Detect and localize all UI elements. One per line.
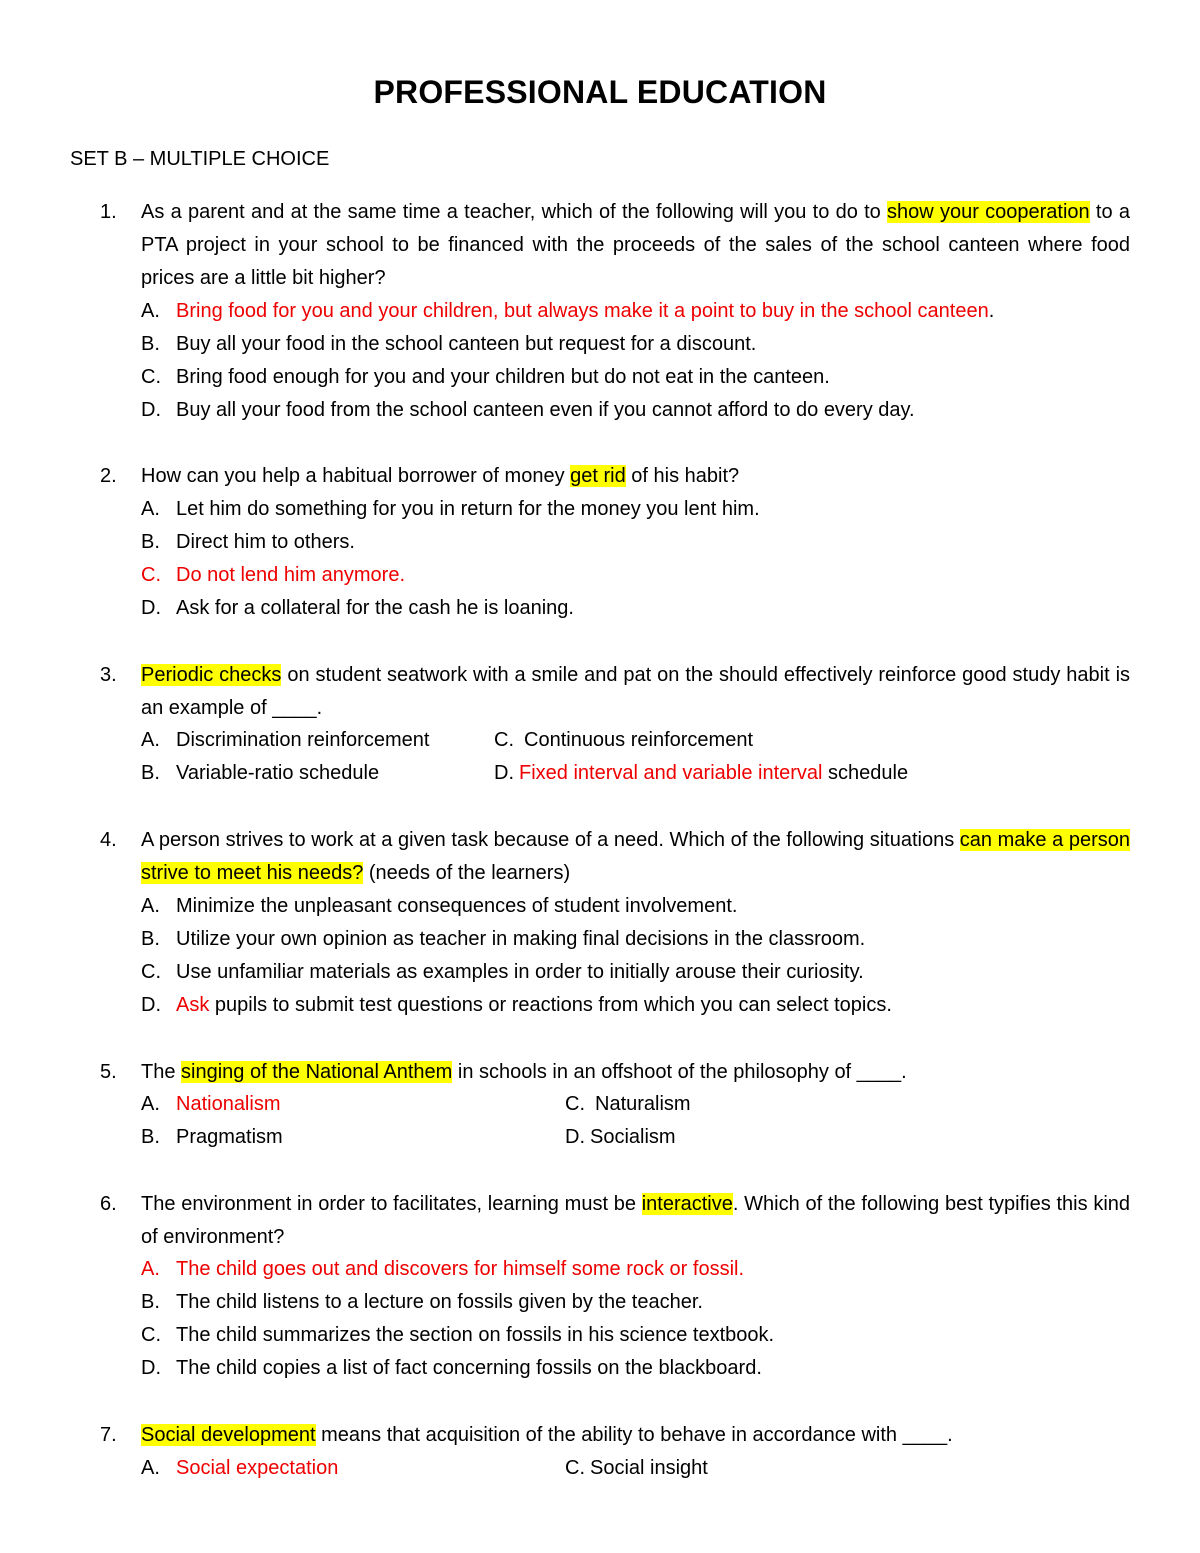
highlighted-phrase: singing of the National Anthem <box>181 1061 453 1083</box>
option-3d: D. Fixed interval and variable interval schedule <box>494 762 909 784</box>
option-1a: A. Bring food for you and your children, but always make it a point to buy in the school canteen. <box>141 300 995 322</box>
option-6a: A. The child goes out and discovers for himself some rock or fossil. <box>141 1258 745 1280</box>
option-7c: C. Social insight <box>565 1457 708 1479</box>
question-text: Periodic checks on student seatwork with a smile and pat on the should effectively reinforce good study habit is an example of ____. <box>141 664 1131 719</box>
correct-answer: Ask <box>176 994 210 1016</box>
highlighted-phrase: Periodic checks <box>141 664 282 686</box>
question-number: 5. <box>100 1061 117 1083</box>
highlighted-phrase: interactive <box>641 1193 733 1215</box>
option-3c: C. Continuous reinforcement <box>494 729 754 751</box>
question-text: As a parent and at the same time a teacher, which of the following will you to do to show your cooperation to a PTA project in your school to be financed with the proceeds of the sales of the school canteen where food prices are a little bit higher? <box>141 201 1130 289</box>
correct-answer: Fixed interval and variable interval <box>519 762 823 784</box>
option-4d: D. Ask pupils to submit test questions or reactions from which you can select topics. <box>141 994 892 1016</box>
question-number: 3. <box>100 664 117 686</box>
correct-answer: Nationalism <box>176 1093 281 1115</box>
correct-answer: The child goes out and discovers for himself some rock or fossil. <box>176 1258 745 1280</box>
correct-answer: Do not lend him anymore. <box>176 564 406 586</box>
option-1d: D. Buy all your food from the school canteen even if you cannot afford to do every day. <box>141 399 915 421</box>
highlighted-phrase: Social development <box>141 1424 316 1446</box>
option-6b: B. The child listens to a lecture on fossils given by the teacher. <box>141 1291 703 1313</box>
question-number: 6. <box>100 1193 117 1215</box>
question-text: How can you help a habitual borrower of money get rid of his habit? <box>141 465 740 487</box>
question-text: A person strives to work at a given task because of a need. Which of the following situations can make a person strive to meet his needs? (needs of the learners) <box>141 829 1130 884</box>
option-6c: C. The child summarizes the section on fossils in his science textbook. <box>141 1324 775 1346</box>
question-text: Social development means that acquisition of the ability to behave in accordance with ____. <box>141 1424 953 1446</box>
highlighted-phrase: show your cooperation <box>887 201 1090 223</box>
question-number: 4. <box>100 829 117 851</box>
question-number: 2. <box>100 465 117 487</box>
question-number: 1. <box>100 201 117 223</box>
option-3a: A. Discrimination reinforcement <box>141 729 430 751</box>
option-5b: B. Pragmatism <box>141 1126 283 1148</box>
option-1b: B. Buy all your food in the school canteen but request for a discount. <box>141 333 757 355</box>
option-5c: C. Naturalism <box>565 1093 691 1115</box>
highlighted-phrase: can make a person strive to meet his needs? <box>141 829 1130 884</box>
option-5a: A. Nationalism <box>141 1093 281 1115</box>
option-4b: B. Utilize your own opinion as teacher in making final decisions in the classroom. <box>141 928 866 950</box>
correct-answer: Social expectation <box>176 1457 339 1479</box>
option-4a: A. Minimize the unpleasant consequences of student involvement. <box>141 895 738 917</box>
option-2a: A. Let him do something for you in return for the money you lent him. <box>141 498 760 520</box>
highlighted-phrase: get rid <box>570 465 626 487</box>
option-6d: D. The child copies a list of fact concerning fossils on the blackboard. <box>141 1357 762 1379</box>
question-number: 7. <box>100 1424 117 1446</box>
question-text: The singing of the National Anthem in schools in an offshoot of the philosophy of ____. <box>141 1061 907 1083</box>
option-2c: C. Do not lend him anymore. <box>141 564 406 586</box>
question-text: The environment in order to facilitates, learning must be interactive. Which of the following best typifies this kind of environment? <box>141 1193 1131 1248</box>
option-4c: C. Use unfamiliar materials as examples in order to initially arouse their curiosity. <box>141 961 864 983</box>
correct-answer: Bring food for you and your children, but always make it a point to buy in the school canteen <box>176 300 989 322</box>
option-7a: A. Social expectation <box>141 1457 339 1479</box>
option-3b: B. Variable-ratio schedule <box>141 762 380 784</box>
option-2d: D. Ask for a collateral for the cash he is loaning. <box>141 597 574 619</box>
page-title: PROFESSIONAL EDUCATION <box>373 74 827 110</box>
option-1c: C. Bring food enough for you and your children but do not eat in the canteen. <box>141 366 830 388</box>
option-5d: D. Socialism <box>565 1126 676 1148</box>
set-heading: SET B – MULTIPLE CHOICE <box>70 148 330 170</box>
option-2b: B. Direct him to others. <box>141 531 355 553</box>
